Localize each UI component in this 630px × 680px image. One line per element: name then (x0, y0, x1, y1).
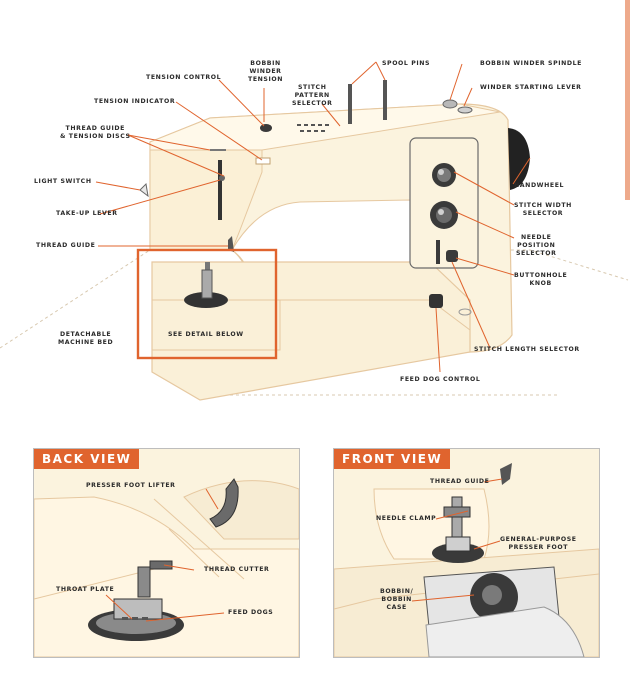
stitch-width-knob[interactable] (432, 163, 456, 187)
label-general-purpose-presser-foot: GENERAL-PURPOSE PRESSER FOOT (500, 536, 577, 551)
label-see-detail-below: SEE DETAIL BELOW (168, 331, 244, 338)
back-view-panel (33, 448, 300, 658)
label-handwheel: HANDWHEEL (514, 182, 565, 189)
label-stitch-length-selector: STITCH LENGTH SELECTOR (474, 346, 580, 353)
take-up-lever (218, 160, 222, 220)
page-edge-strip (625, 0, 630, 200)
light-switch[interactable] (140, 184, 148, 196)
feed-dogs-part (122, 617, 148, 620)
needle-position-knob[interactable] (430, 201, 458, 229)
label-bobbin-case: BOBBIN/ BOBBIN CASE (380, 588, 414, 611)
label-feed-dogs: FEED DOGS (228, 609, 274, 616)
label-thread-guide-discs: THREAD GUIDE & TENSION DISCS (60, 125, 131, 140)
label-buttonhole-knob: BUTTONHOLE KNOB (514, 272, 568, 287)
label-thread-cutter: THREAD CUTTER (204, 566, 270, 573)
label-thread-guide: THREAD GUIDE (36, 242, 96, 249)
back-view-illustration (34, 449, 299, 657)
feed-dog-control[interactable] (429, 294, 443, 308)
bobbin-winder-spindle (443, 100, 457, 108)
label-stitch-width-selector: STITCH WIDTH SELECTOR (514, 202, 572, 217)
front-view-panel (333, 448, 600, 658)
label-take-up-lever: TAKE-UP LEVER (56, 210, 118, 217)
label-tension-indicator: TENSION INDICATOR (94, 98, 176, 105)
thread-cutter-part (150, 561, 172, 569)
tension-indicator (256, 158, 270, 164)
label-feed-dog-control: FEED DOG CONTROL (400, 376, 481, 383)
back-view-title: BACK VIEW (34, 449, 139, 469)
label-bobbin-winder-spindle: BOBBIN WINDER SPINDLE (480, 60, 583, 67)
label-needle-clamp: NEEDLE CLAMP (376, 515, 437, 522)
label-bobbin-winder-tension: BOBBIN WINDER TENSION (248, 60, 284, 83)
spool-pin-left (348, 84, 352, 124)
label-throat-plate: THROAT PLATE (56, 586, 115, 593)
label-stitch-pattern-selector: STITCH PATTERN SELECTOR (292, 84, 333, 107)
tension-control-dial (260, 124, 272, 132)
label-front-thread-guide: THREAD GUIDE (430, 478, 490, 485)
label-winder-starting-lever: WINDER STARTING LEVER (480, 84, 582, 91)
handwheel[interactable] (508, 128, 530, 190)
spool-pin-right (383, 80, 387, 120)
label-spool-pins: SPOOL PINS (382, 60, 431, 67)
winder-starting-lever (458, 107, 472, 113)
buttonhole-knob[interactable] (446, 250, 458, 262)
label-light-switch: LIGHT SWITCH (34, 178, 92, 185)
label-presser-foot-lifter: PRESSER FOOT LIFTER (86, 482, 176, 489)
label-tension-control: TENSION CONTROL (146, 74, 222, 81)
label-needle-position-selector: NEEDLE POSITION SELECTOR (516, 234, 557, 257)
front-view-title: FRONT VIEW (334, 449, 450, 469)
label-detachable-machine-bed: DETACHABLE MACHINE BED (58, 331, 114, 346)
